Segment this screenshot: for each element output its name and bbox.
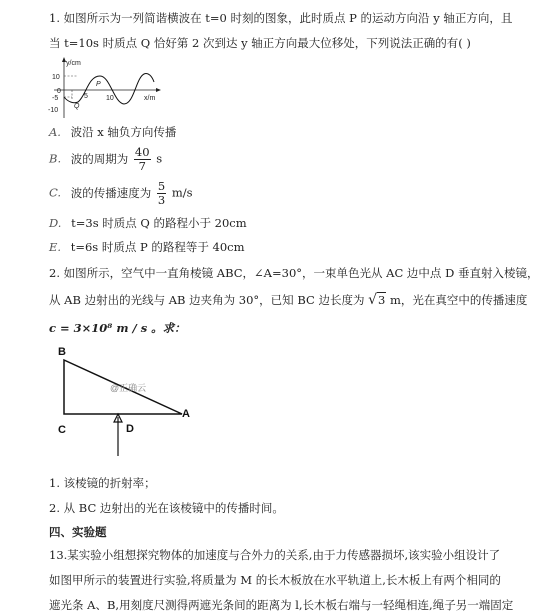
watermark: @正确云 [110, 383, 147, 393]
sqrt-expression: √3 [368, 292, 386, 308]
section-title: 四、实验题 [49, 525, 107, 539]
option-a-letter: A. [49, 125, 61, 139]
option-c-numerator: 5 [157, 179, 166, 193]
q1-stem-line2: 当 t=10s 时质点 Q 恰好第 2 次到达 y 轴正方向最大位移处，下列说法正确的有( ) [49, 36, 471, 50]
option-c-fraction [157, 180, 166, 207]
q13-line1: 13.某实验小组想探究物体的加速度与合外力的关系,由于力传感器损坏,该实验小组设计了 [49, 548, 501, 562]
option-d-letter: D. [49, 216, 62, 230]
tick-y-10: 10 [52, 74, 60, 81]
point-q-label: Q [74, 103, 80, 110]
q2-sub2: 2. 从 BC 边射出的光在该棱镜中的传播时间。 [49, 501, 284, 515]
point-p-label: P [96, 81, 101, 88]
option-b-text: 波的周期为 [70, 151, 129, 166]
q2-line2-suffix: m，光在真空中的传播速度 [390, 293, 528, 307]
q1-option-a [49, 124, 176, 140]
tick-y-neg10: -10 [48, 107, 59, 114]
option-c-denominator: 3 [157, 193, 166, 207]
tick-x-10: 10 [106, 95, 114, 102]
tick-y-0: 0 [57, 88, 61, 95]
option-c-text: 波的传播速度为 [70, 185, 152, 200]
option-e-letter: E. [49, 240, 62, 254]
q2-line2-prefix: 从 AB 边射出的光线与 AB 边夹角为 30°，已知 BC 边长度为 [49, 293, 365, 307]
q13-line3: 遮光条 A、B,用刻度尺测得两遮光条间的距离为 l,长木板右端与一轻绳相连,绳子另一端固定 [49, 598, 514, 612]
q2-stem-line3: c = 3×10⁸ m / s 。求： [49, 321, 186, 335]
q1-option-c [49, 180, 193, 207]
q13-line2: 如图甲所示的装置进行实验,将质量为 M 的长木板放在水平轨道上,长木板上有两个相同的 [49, 573, 501, 587]
q1-option-b [49, 146, 162, 173]
option-b-numerator: 40 [134, 145, 150, 159]
point-d-label: D [126, 423, 134, 435]
q1-stem-line1: 1. 如图所示为一列简谐横波在 t=0 时刻的图象，此时质点 P 的运动方向沿 y 轴正方向，且 [49, 11, 513, 25]
option-b-fraction [134, 146, 151, 173]
option-b-letter: B. [49, 151, 62, 166]
x-axis-arrow [156, 88, 161, 92]
y-axis-label: y/cm [66, 60, 81, 67]
option-e-text: t=6s 时质点 P 的路程等于 40cm [70, 240, 245, 254]
option-c-unit: m/s [171, 185, 193, 200]
tick-x-5: 5 [84, 93, 88, 100]
option-b-unit: s [156, 151, 163, 166]
vertex-b-label: B [58, 346, 66, 358]
sqrt-radicand: 3 [378, 293, 386, 307]
wave-graph [44, 56, 164, 120]
option-d-text: t=3s 时质点 Q 的路程小于 20cm [71, 216, 247, 230]
vertex-a-label: A [182, 408, 190, 420]
option-a-text: 波沿 x 轴负方向传播 [70, 125, 177, 139]
option-b-denominator: 7 [138, 159, 146, 173]
prism-figure [52, 342, 202, 466]
q1-option-d [49, 215, 247, 231]
q2-sub1: 1. 该棱镜的折射率； [49, 476, 156, 490]
x-axis-label: x/m [144, 95, 156, 102]
tick-y-neg5: -5 [52, 95, 59, 102]
vertex-c-label: C [58, 424, 66, 436]
q1-option-e [49, 239, 245, 255]
q2-stem-line1: 2. 如图所示，空气中一直角棱镜 ABC，∠A=30°，一束单色光从 AC 边中点 D 垂直射入棱镜， [49, 266, 539, 280]
q2-stem-line2 [49, 292, 527, 308]
option-c-letter: C. [49, 185, 62, 200]
